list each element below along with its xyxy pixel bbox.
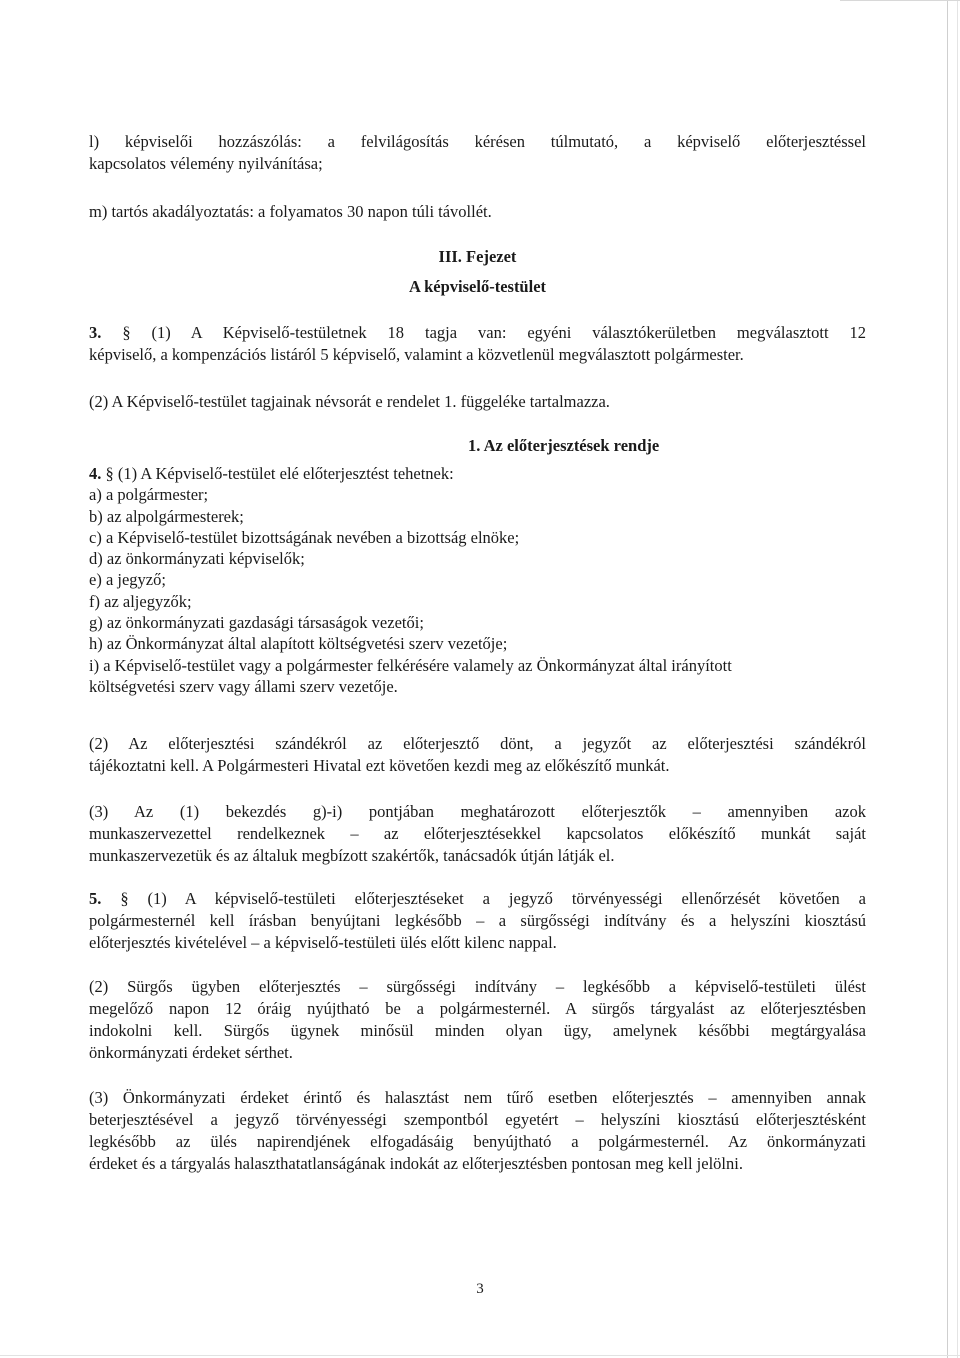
list-item: a) a polgármester; [89, 485, 209, 505]
list-item: e) a jegyző; [89, 570, 166, 590]
list-item: i) a Képviselő-testület vagy a polgármester felkérésére valamely az Önkormányzat által irányított [89, 655, 732, 675]
section-5-paragraph-2 [89, 976, 866, 1064]
list-item: d) az önkormányzati képviselők; [89, 549, 305, 569]
list-item: h) az Önkormányzat által alapított költségvetési szerv vezetője; [89, 634, 508, 654]
text-line: polgármesternél kell írásban benyújtani legkésőbb – a sürgősségi indítvány és a helyszíni kiosztású [89, 911, 866, 930]
text-line: (2) Sürgős ügyben előterjesztés – sürgősségi indítvány – legkésőbb a képviselő-testületi ülést [89, 977, 866, 996]
text-line: képviselő, a kompenzációs listáról 5 képviselő, valamint a közvetlenül megválasztott polgármester. [89, 345, 744, 364]
text-line: munkaszervezetük és az általuk megbízott szakértők, tanácsadók útján látják el. [89, 846, 615, 865]
paragraph-l [89, 131, 866, 175]
text-line: (3) Önkormányzati érdeket érintő és halasztást nem tűrő esetben előterjesztés – amennyiben annak [89, 1088, 866, 1107]
list-intro-text: § (1) A Képviselő-testület elé előterjesztést tehetnek: [105, 464, 454, 483]
scan-edge-line [0, 1355, 960, 1356]
text-line: kapcsolatos vélemény nyilvánítása; [89, 154, 323, 173]
section-number: 3. [89, 323, 102, 342]
text-line: érdeket és a tárgyalás halaszthatatlanságának indokát az előterjesztésben pontosan meg kell jelölni. [89, 1154, 743, 1173]
section-3-paragraph-2: (2) A Képviselő-testület tagjainak névsorát e rendelet 1. függeléke tartalmazza. [89, 392, 610, 411]
list-item: b) az alpolgármesterek; [89, 506, 244, 526]
paragraph-m: m) tartós akadályoztatás: a folyamatos 30 napon túli távollét. [89, 202, 492, 221]
list-intro [89, 463, 866, 484]
list-item: költségvetési szerv vagy állami szerv vezetője. [89, 676, 398, 696]
section-number: 4. [89, 464, 102, 483]
text-line: legkésőbb az ülés napirendjének elfogadásáig benyújtható a polgármesternél. Az önkormányzati [89, 1132, 866, 1151]
text-line: l) képviselői hozzászólás: a felvilágosítás kérésen túlmutató, a képviselő előterjesztéssel [89, 132, 866, 151]
text-line: indokolni kell. Sürgős ügynek minősül minden olyan ügy, amelynek későbbi megtárgyalása [89, 1021, 866, 1040]
section-title: 1. Az előterjesztések rendje [468, 436, 660, 455]
section-4-list [89, 463, 866, 697]
section-4-paragraph-3 [89, 801, 866, 867]
text-line [89, 888, 866, 910]
text-line-content: § (1) A képviselő-testületi előterjesztéseket a jegyző törvényességi ellenőrzését követően a [120, 889, 867, 908]
text-line: tájékoztatni kell. A Polgármesteri Hivatal ezt követően kezdi meg az előkészítő munkát. [89, 756, 670, 775]
scan-edge-line [957, 0, 958, 1358]
text-line: önkormányzati érdeket sérthet. [89, 1043, 293, 1062]
section-5-paragraph-3 [89, 1087, 866, 1175]
text-line: (2) Az előterjesztési szándékról az előterjesztő dönt, a jegyzőt az előterjesztési szándékról [89, 734, 866, 753]
list-item: g) az önkormányzati gazdasági társaságok vezetői; [89, 613, 424, 633]
text-line-content: § (1) A Képviselő-testületnek 18 tagja van: egyéni választókerületben megválasztott 12 [122, 323, 867, 342]
text-line: (3) Az (1) bekezdés g)-i) pontjában meghatározott előterjesztők – amennyiben azok [89, 802, 866, 821]
chapter-number: III. Fejezet [438, 247, 517, 266]
page-number: 3 [476, 1281, 484, 1297]
text-line: megelőző napon 12 óráig nyújtható be a polgármesternél. A sürgős tárgyalást az előterjesztésben [89, 999, 866, 1018]
text-line [89, 322, 866, 344]
text-line: munkaszervezettel rendelkeznek – az előterjesztésekkel kapcsolatos előkészítő munkát saját [89, 824, 866, 843]
text-line: beterjesztésével a jegyző törvényességi szempontból egyetért – helyszíni kiosztású előterjesztésként [89, 1110, 866, 1129]
list-item: c) a Képviselő-testület bizottságának nevében a bizottság elnöke; [89, 527, 520, 547]
scan-edge-line [947, 0, 948, 1358]
section-3-paragraph-1 [89, 322, 866, 366]
chapter-title: A képviselő-testület [408, 277, 547, 296]
scan-edge-line [840, 0, 960, 1]
list-item: f) az aljegyzők; [89, 591, 192, 611]
section-number: 5. [89, 889, 102, 908]
section-5-paragraph-1 [89, 888, 866, 954]
section-4-paragraph-2 [89, 733, 866, 777]
text-line: előterjesztés kivételével – a képviselő-testületi ülés előtt kilenc nappal. [89, 933, 557, 952]
